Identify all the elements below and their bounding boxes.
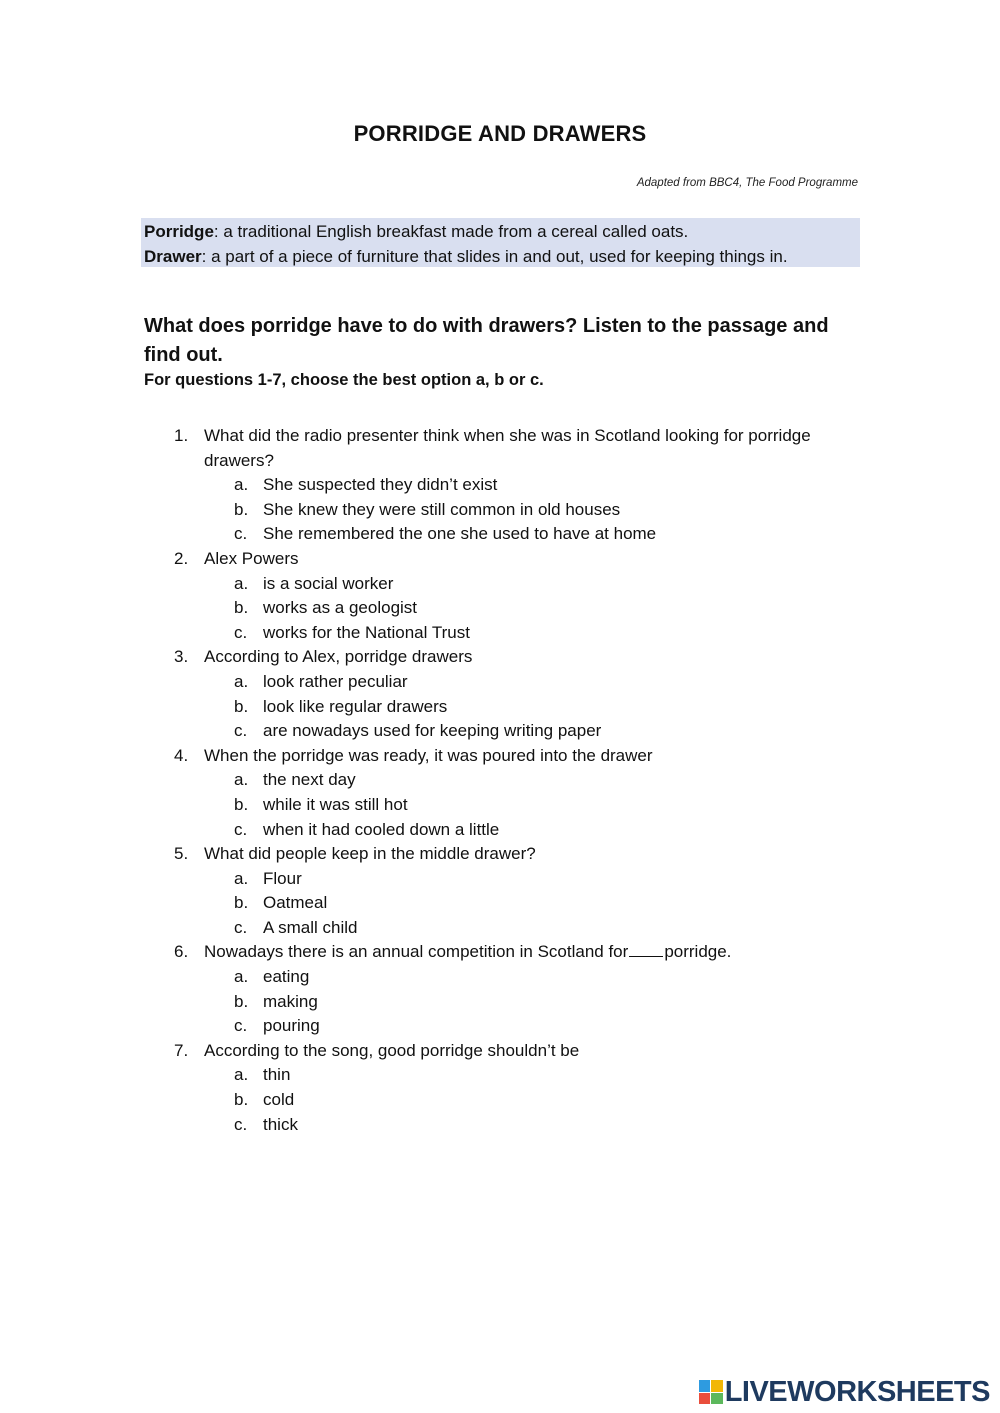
question-text: When the porridge was ready, it was poured into the drawer [204,745,653,765]
option-letter: b. [234,1090,249,1110]
logo-mark-icon [699,1380,723,1404]
option-3b[interactable] [0,695,1000,720]
answer-blank[interactable] [629,955,663,957]
question-number: 3. [174,647,189,667]
option-1b[interactable] [0,498,1000,523]
option-4c[interactable] [0,818,1000,843]
option-text: eating [263,967,310,987]
option-text: look rather peculiar [263,671,408,691]
question-7 [0,1039,824,1064]
question-1 [0,424,824,473]
option-letter: a. [234,770,249,790]
option-text: Oatmeal [263,893,328,913]
option-3c[interactable] [0,719,1000,744]
question-number: 7. [174,1040,189,1060]
option-text: thick [263,1114,298,1134]
option-letter: b. [234,499,249,519]
question-3 [0,645,824,670]
question-number: 5. [174,844,189,864]
option-6a[interactable] [0,965,1000,990]
question-text: According to the song, good porridge shouldn’t be [204,1040,580,1060]
option-text: look like regular drawers [263,696,448,716]
page-title: PORRIDGE AND DRAWERS [353,121,647,146]
question-6 [0,940,824,965]
glossary-definition: : a traditional English breakfast made from a cereal called oats. [213,222,689,241]
logo-square-green [711,1393,723,1405]
option-1a[interactable] [0,473,1000,498]
option-5c[interactable] [0,916,1000,941]
option-letter: a. [234,967,249,987]
option-2a[interactable] [0,572,1000,597]
question-number: 6. [174,942,189,962]
option-text: is a social worker [263,573,394,593]
option-letter: a. [234,573,249,593]
glossary-entry-porridge [144,219,857,244]
option-letter: b. [234,696,249,716]
logo-square-red [699,1393,711,1405]
option-text: cold [263,1090,295,1110]
question-text: According to Alex, porridge drawers [204,647,473,667]
question-text-after: porridge. [664,942,732,962]
option-3a[interactable] [0,670,1000,695]
instructions: For questions 1-7, choose the best option a, b or c. [144,371,544,389]
option-2c[interactable] [0,621,1000,646]
glossary-term: Porridge [144,222,214,241]
option-letter: c. [234,721,248,741]
option-letter: b. [234,893,249,913]
option-4a[interactable] [0,768,1000,793]
option-text: She remembered the one she used to have at home [263,524,657,544]
question-text: What did the radio presenter think when she was in Scotland looking for porridge drawers? [204,426,811,470]
option-letter: c. [234,819,248,839]
option-7c[interactable] [0,1113,1000,1138]
option-text: A small child [263,917,358,937]
option-letter: c. [234,1114,248,1134]
option-text: works for the National Trust [263,622,470,642]
option-text: making [263,991,318,1011]
section-heading: What does porridge have to do with drawers? Listen to the passage and find out. [144,315,829,366]
option-5b[interactable] [0,891,1000,916]
option-6b[interactable] [0,990,1000,1015]
question-list [0,424,1000,1137]
option-letter: a. [234,671,249,691]
option-text: are nowadays used for keeping writing paper [263,721,602,741]
option-letter: a. [234,475,249,495]
option-letter: b. [234,598,249,618]
option-7b[interactable] [0,1088,1000,1113]
option-letter: b. [234,794,249,814]
option-text: works as a geologist [263,598,418,618]
logo-square-blue [699,1380,711,1392]
option-letter: c. [234,524,248,544]
option-text: Flour [263,868,302,888]
source-credit: Adapted from BBC4, The Food Programme [636,177,858,189]
question-text: Alex Powers [204,548,299,568]
logo-square-yellow [711,1380,723,1392]
question-number: 2. [174,548,189,568]
question-5 [0,842,824,867]
option-letter: c. [234,1016,248,1036]
question-text: Nowadays there is an annual competition in Scotland for [204,942,629,962]
option-4b[interactable] [0,793,1000,818]
logo-text: LIVEWORKSHEETS [724,1375,990,1408]
question-number: 1. [174,426,189,445]
option-text: thin [263,1065,291,1085]
option-text: when it had cooled down a little [263,819,500,839]
option-text: She suspected they didn’t exist [263,475,498,495]
option-letter: a. [234,868,249,888]
option-text: while it was still hot [263,794,408,814]
question-number: 4. [174,745,189,765]
question-text: What did people keep in the middle drawer? [204,844,536,864]
option-6c[interactable] [0,1014,1000,1039]
liveworksheets-logo [699,1377,990,1407]
glossary-entry-drawer [144,244,857,269]
option-7a[interactable] [0,1063,1000,1088]
glossary-definition: : a part of a piece of furniture that slides in and out, used for keeping things in. [201,247,788,266]
question-2 [0,547,824,572]
option-letter: b. [234,991,249,1011]
glossary-term: Drawer [144,247,202,266]
option-text: the next day [263,770,356,790]
option-2b[interactable] [0,596,1000,621]
question-4 [0,744,824,769]
option-1c[interactable] [0,522,1000,547]
option-letter: c. [234,622,248,642]
option-letter: a. [234,1065,249,1085]
option-letter: c. [234,917,248,937]
option-5a[interactable] [0,867,1000,892]
option-text: She knew they were still common in old houses [263,499,621,519]
option-text: pouring [263,1016,320,1036]
glossary-box [141,218,860,267]
